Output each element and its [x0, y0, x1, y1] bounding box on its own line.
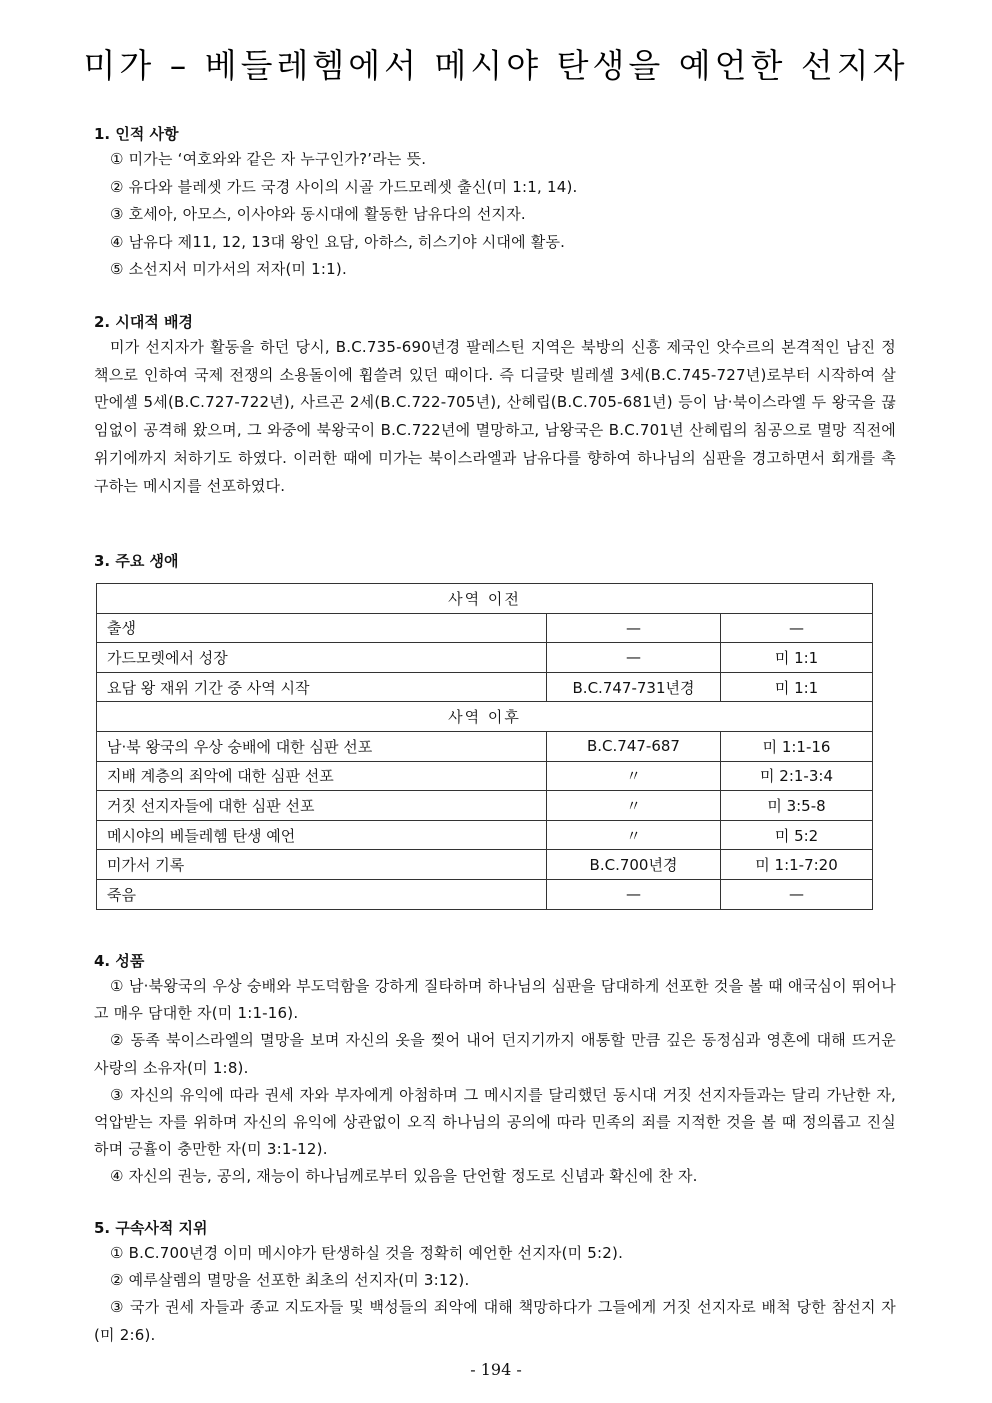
- date-cell: —: [547, 879, 721, 909]
- table-row: [97, 761, 873, 791]
- body-paragraph: ③ 자신의 유익에 따라 권세 자와 부자에게 아첨하며 그 메시지를 달리했던 동시대 거짓 선지자들과는 달리 가난한 자, 억압받는 자를 위하며 자신의 유익에 상관없이 오직 하나님의 공의에 따라 민족의 죄를 지적한 것을 볼 때 정의롭고 진실하며 긍휼이 충만한 자(미 3:1-12).: [94, 1085, 896, 1159]
- section-heading: 2. 시대적 배경: [94, 313, 194, 331]
- event-cell: 미가서 기록: [97, 850, 547, 880]
- section-major-life: [94, 549, 896, 573]
- event-cell: 지배 계층의 죄악에 대한 심판 선포: [97, 761, 547, 791]
- reference-cell: 미 1:1-7:20: [721, 850, 873, 880]
- body-paragraph: 미가 선지자가 활동을 하던 당시, B.C.735-690년경 팔레스틴 지역은 북방의 신흥 제국인 앗수르의 본격적인 남진 정책으로 인하여 국제 전쟁의 소용돌이에 휩쓸려 있던 때이다. 즉 디글랏 빌레셀 3세(B.C.745-727년)로부터 시작하여 살만에셀 5세(B.C.727-722년), 사르곤 2세(B.C.722-705년), 산헤립(B.C.705-681년) 등이 남·북이스라엘 두 왕국을 끊임없이 공격해 왔으며, 그 와중에 북왕국이 B.C.722년에 멸망하고, 남왕국은 B.C.701년 산헤립의 침공으로 멸망 직전에 위기에까지 처하기도 하였다. 이러한 때에 미가는 북이스라엘과 남유다를 향하여 하나님의 심판을 경고하면서 회개를 촉구하는 메시지를 선포하였다.: [94, 338, 896, 495]
- list-item: ④ 남유다 제11, 12, 13대 왕인 요담, 아하스, 히스기야 시대에 활동.: [110, 232, 566, 251]
- body-paragraph: ② 동족 북이스라엘의 멸망을 보며 자신의 옷을 찢어 내어 던지기까지 애통할 만큼 깊은 동정심과 영혼에 대해 뜨거운 사랑의 소유자(미 1:8).: [94, 1031, 896, 1077]
- table-row: [97, 643, 873, 673]
- body-paragraph: ① 남·북왕국의 우상 숭배와 부도덕함을 강하게 질타하며 하나님의 심판을 담대하게 선포한 것을 볼 때 애국심이 뛰어나고 매우 담대한 자(미 1:1-16).: [94, 977, 896, 1023]
- reference-cell: —: [721, 879, 873, 909]
- life-events-table: [96, 583, 873, 910]
- reference-cell: 미 5:2: [721, 820, 873, 850]
- reference-cell: 미 2:1-3:4: [721, 761, 873, 791]
- date-cell: B.C.747-731년경: [547, 672, 721, 702]
- list-item: ② 유다와 블레셋 가드 국경 사이의 시골 가드모레셋 출신(미 1:1, 14).: [110, 177, 578, 196]
- table-section-header: 사역 이전: [97, 584, 873, 614]
- event-cell: 죽음: [97, 879, 547, 909]
- list-item: ③ 호세아, 아모스, 이사야와 동시대에 활동한 남유다의 선지자.: [110, 205, 526, 223]
- body-paragraph: ② 예루살렘의 멸망을 선포한 최초의 선지자(미 3:12).: [110, 1271, 470, 1290]
- reference-cell: 미 1:1: [721, 672, 873, 702]
- page-number: - 194 -: [470, 1360, 522, 1379]
- date-cell: —: [547, 613, 721, 643]
- date-cell: B.C.747-687: [547, 731, 721, 761]
- section-personal-info: [94, 122, 896, 284]
- section-character: [94, 949, 896, 1191]
- event-cell: 남·북 왕국의 우상 숭배에 대한 심판 선포: [97, 731, 547, 761]
- section-heading: 4. 성품: [94, 952, 145, 970]
- table-section-header-row: [97, 702, 873, 732]
- reference-cell: 미 1:1: [721, 643, 873, 673]
- section-redemptive-status: [94, 1216, 896, 1349]
- table-row: [97, 672, 873, 702]
- reference-cell: 미 3:5-8: [721, 791, 873, 821]
- reference-cell: 미 1:1-16: [721, 731, 873, 761]
- section-heading: 5. 구속사적 지위: [94, 1219, 208, 1237]
- table-section-header-row: [97, 584, 873, 614]
- table-section-header: 사역 이후: [97, 702, 873, 732]
- date-cell: —: [547, 643, 721, 673]
- page-title: 미가 – 베들레헴에서 메시야 탄생을 예언한 선지자: [83, 46, 909, 85]
- table-row: [97, 879, 873, 909]
- body-paragraph: ③ 국가 권세 자들과 종교 지도자들 및 백성들의 죄악에 대해 책망하다가 그들에게 거짓 선지자로 배척 당한 참선지 자(미 2:6).: [94, 1298, 896, 1344]
- event-cell: 출생: [97, 613, 547, 643]
- event-cell: 메시야의 베들레헴 탄생 예언: [97, 820, 547, 850]
- body-paragraph: ④ 자신의 권능, 공의, 재능이 하나님께로부터 있음을 단언할 정도로 신념과 확신에 찬 자.: [110, 1167, 698, 1186]
- reference-cell: —: [721, 613, 873, 643]
- list-item: ① 미가는 ‘여호와와 같은 자 누구인가?’라는 뜻.: [110, 150, 427, 168]
- date-cell: 〃: [547, 791, 721, 821]
- body-paragraph: ① B.C.700년경 이미 메시야가 탄생하실 것을 정확히 예언한 선지자(미 5:2).: [110, 1244, 624, 1262]
- section-heading: 3. 주요 생애: [94, 552, 179, 570]
- section-heading: 1. 인적 사항: [94, 125, 179, 143]
- date-cell: 〃: [547, 761, 721, 791]
- date-cell: 〃: [547, 820, 721, 850]
- list-item: ⑤ 소선지서 미가서의 저자(미 1:1).: [110, 260, 347, 278]
- table-row: [97, 613, 873, 643]
- table-row: [97, 850, 873, 880]
- table-row: [97, 731, 873, 761]
- event-cell: 거짓 선지자들에 대한 심판 선포: [97, 791, 547, 821]
- date-cell: B.C.700년경: [547, 850, 721, 880]
- event-cell: 요담 왕 재위 기간 중 사역 시작: [97, 672, 547, 702]
- table-row: [97, 791, 873, 821]
- table-row: [97, 820, 873, 850]
- section-historical-background: [94, 310, 896, 500]
- event-cell: 가드모렛에서 성장: [97, 643, 547, 673]
